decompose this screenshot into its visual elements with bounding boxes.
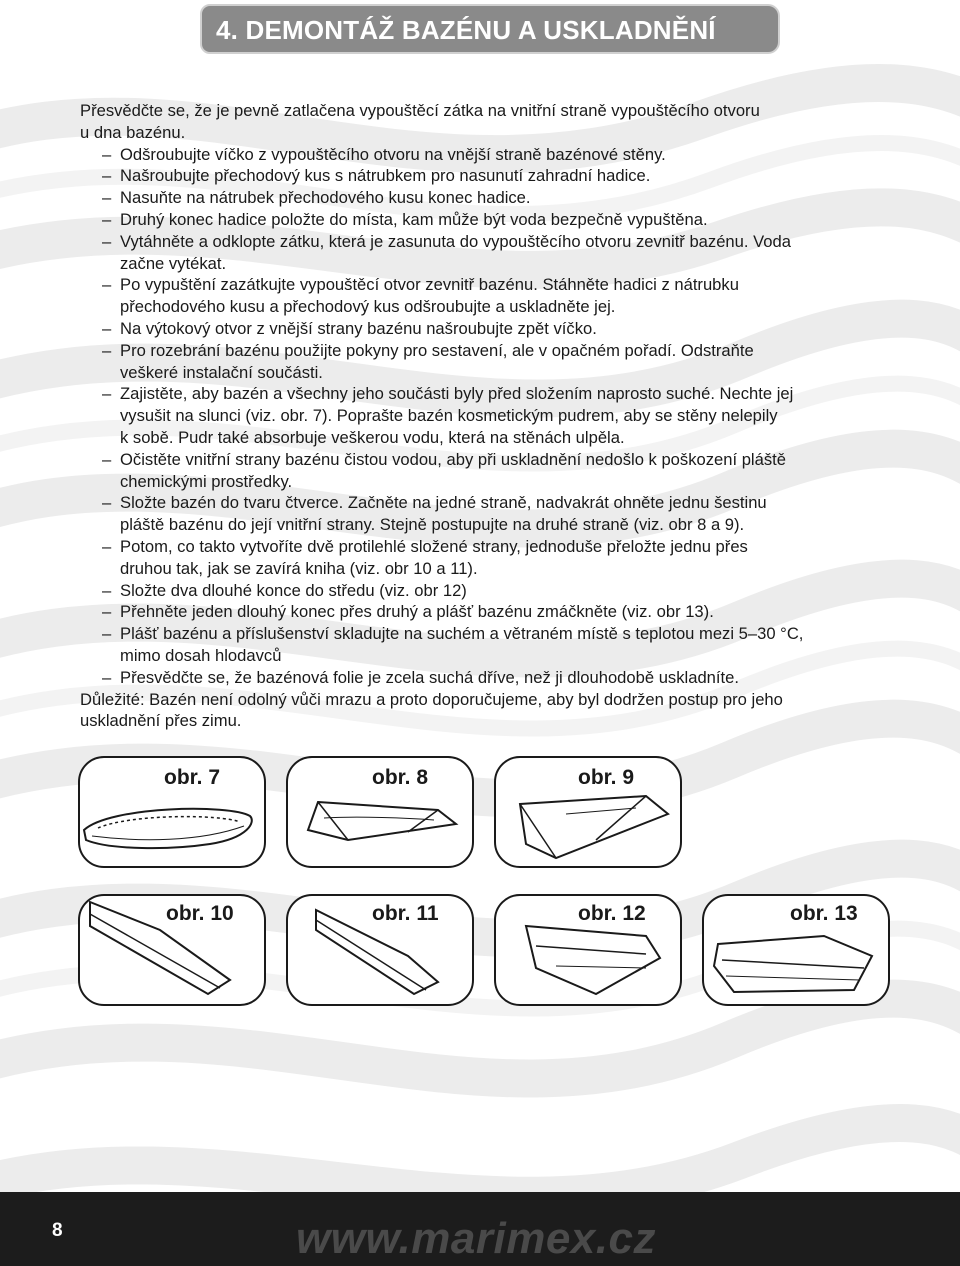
section-header — [200, 4, 780, 54]
note-line-1: Důležité: Bazén není odolný vůči mrazu a proto doporučujeme, aby byl dodržen postup pro jeho — [80, 689, 783, 709]
figure-11 — [286, 894, 474, 1006]
page-footer — [0, 1192, 960, 1266]
figure-13 — [702, 894, 890, 1006]
figures-panel — [76, 756, 876, 1006]
instructions-body — [80, 100, 880, 732]
list-item-line: chemickými prostředky. — [120, 471, 293, 491]
intro-line-1: Přesvědčte se, že je pevně zatlačena vypouštěcí zátka na vnitřní straně vypouštěcího otvoru — [80, 101, 760, 120]
list-item-line: Nasuňte na nátrubek přechodového kusu konec hadice. — [120, 188, 531, 208]
list-item — [80, 274, 880, 318]
list-item-line: začne vytékat. — [120, 253, 227, 273]
list-dash: – — [102, 667, 112, 687]
figure-label: obr. 13 — [790, 902, 858, 925]
figure-10-illustration — [80, 896, 266, 1006]
intro-line-2: u dna bazénu. — [80, 122, 186, 142]
list-item-line: Našroubujte přechodový kus s nátrubkem pro nasunutí zahradní hadice. — [120, 166, 651, 186]
list-item-line: druhou tak, jak se zavírá kniha (viz. obr 10 a 11). — [120, 558, 478, 578]
figure-9-illustration — [496, 758, 682, 868]
list-dash: – — [102, 188, 112, 208]
list-item-line: Odšroubujte víčko z vypouštěcího otvoru na vnější straně bazénové stěny. — [120, 144, 666, 164]
figure-7-illustration — [80, 758, 266, 868]
list-item — [80, 623, 880, 667]
list-item — [80, 449, 880, 493]
list-item-line: Zajistěte, aby bazén a všechny jeho součásti byly před složením naprosto suché. Nechte jej — [120, 384, 794, 404]
list-item-line: k sobě. Pudr také absorbuje veškerou vodu, která na stěnách ulpěla. — [120, 427, 625, 447]
list-item-line: Vytáhněte a odklopte zátku, která je zasunuta do vypouštěcího otvoru zevnitř bazénu. Voda — [120, 231, 791, 251]
figure-12 — [494, 894, 682, 1006]
list-item-line: Složte dva dlouhé konce do středu (viz. obr 12) — [120, 580, 467, 600]
list-dash: – — [102, 144, 112, 164]
list-dash: – — [102, 209, 112, 229]
figure-8 — [286, 756, 474, 868]
figure-label: obr. 7 — [164, 766, 221, 789]
list-item-line: Přesvědčte se, že bazénová folie je zcela suchá dříve, než ji dlouhodobě uskladníte. — [120, 667, 739, 687]
list-item-line: Potom, co takto vytvoříte dvě protilehlé složené strany, jednoduše přeložte jednu přes — [120, 536, 748, 556]
list-item — [80, 144, 880, 166]
website-url: www.marimex.cz — [296, 1214, 656, 1263]
list-item — [80, 536, 880, 580]
list-item-line: Druhý konec hadice položte do místa, kam může být voda bezpečně vypuštěna. — [120, 209, 708, 229]
figure-12-illustration — [496, 896, 682, 1006]
list-item-line: Po vypuštění zazátkujte vypouštěcí otvor zevnitř bazénu. Stáhněte hadici z nátrubku — [120, 275, 739, 295]
instruction-list — [80, 144, 880, 689]
figure-9 — [494, 756, 682, 868]
figure-11-illustration — [288, 896, 474, 1006]
list-item — [80, 209, 880, 231]
note-line-2: uskladnění přes zimu. — [80, 711, 242, 731]
list-item-line: přechodového kusu a přechodový kus odšroubujte a uskladněte jej. — [120, 297, 616, 317]
list-dash: – — [102, 624, 112, 644]
list-item — [80, 187, 880, 209]
list-item — [80, 231, 880, 275]
important-note — [80, 689, 880, 733]
list-dash: – — [102, 602, 112, 622]
list-dash: – — [102, 318, 112, 338]
list-item-line: Na výtokový otvor z vnější strany bazénu našroubujte zpět víčko. — [120, 318, 597, 338]
figure-label: obr. 8 — [372, 766, 429, 789]
list-item-line: Složte bazén do tvaru čtverce. Začněte na jedné straně, nadvakrát ohněte jednu šestinu — [120, 493, 767, 513]
list-dash: – — [102, 580, 112, 600]
list-dash: – — [102, 536, 112, 556]
list-dash: – — [102, 340, 112, 360]
figure-7 — [78, 756, 266, 868]
list-item-line: Plášť bazénu a příslušenství skladujte na suchém a větraném místě s teplotou mezi 5–30 °C, — [120, 624, 804, 644]
list-item — [80, 318, 880, 340]
list-item — [80, 165, 880, 187]
list-item-line: vysušit na slunci (viz. obr. 7). Poprašte bazén kosmetickým pudrem, aby se stěny nelepily — [120, 406, 778, 426]
list-item — [80, 601, 880, 623]
list-item-line: mimo dosah hlodavců — [120, 645, 282, 665]
list-item — [80, 383, 880, 448]
figure-label: obr. 10 — [166, 902, 234, 925]
page-number: 8 — [52, 1220, 63, 1241]
list-dash: – — [102, 493, 112, 513]
figure-label: obr. 12 — [578, 902, 646, 925]
figure-label: obr. 9 — [578, 766, 635, 789]
list-item — [80, 340, 880, 384]
list-item — [80, 492, 880, 536]
figure-label: obr. 11 — [372, 902, 439, 925]
list-item — [80, 580, 880, 602]
figure-13-illustration — [704, 896, 890, 1006]
list-dash: – — [102, 231, 112, 251]
list-dash: – — [102, 384, 112, 404]
figure-8-illustration — [288, 758, 474, 868]
list-item-line: pláště bazénu do její vnitřní strany. Stejně postupujte na druhé straně (viz. obr 8 a 9). — [120, 515, 745, 535]
section-title: 4. DEMONTÁŽ BAZÉNU A USKLADNĚNÍ — [216, 15, 716, 45]
intro-paragraph — [80, 100, 880, 144]
list-item-line: veškeré instalační součásti. — [120, 362, 323, 382]
figure-10 — [78, 894, 266, 1006]
list-item-line: Přehněte jeden dlouhý konec přes druhý a plášť bazénu zmáčkněte (viz. obr 13). — [120, 602, 714, 622]
list-dash: – — [102, 275, 112, 295]
list-item-line: Očistěte vnitřní strany bazénu čistou vodou, aby při uskladnění nedošlo k poškození pláště — [120, 449, 786, 469]
list-item-line: Pro rozebrání bazénu použijte pokyny pro sestavení, ale v opačném pořadí. Odstraňte — [120, 340, 754, 360]
list-dash: – — [102, 166, 112, 186]
list-item — [80, 667, 880, 689]
list-dash: – — [102, 449, 112, 469]
